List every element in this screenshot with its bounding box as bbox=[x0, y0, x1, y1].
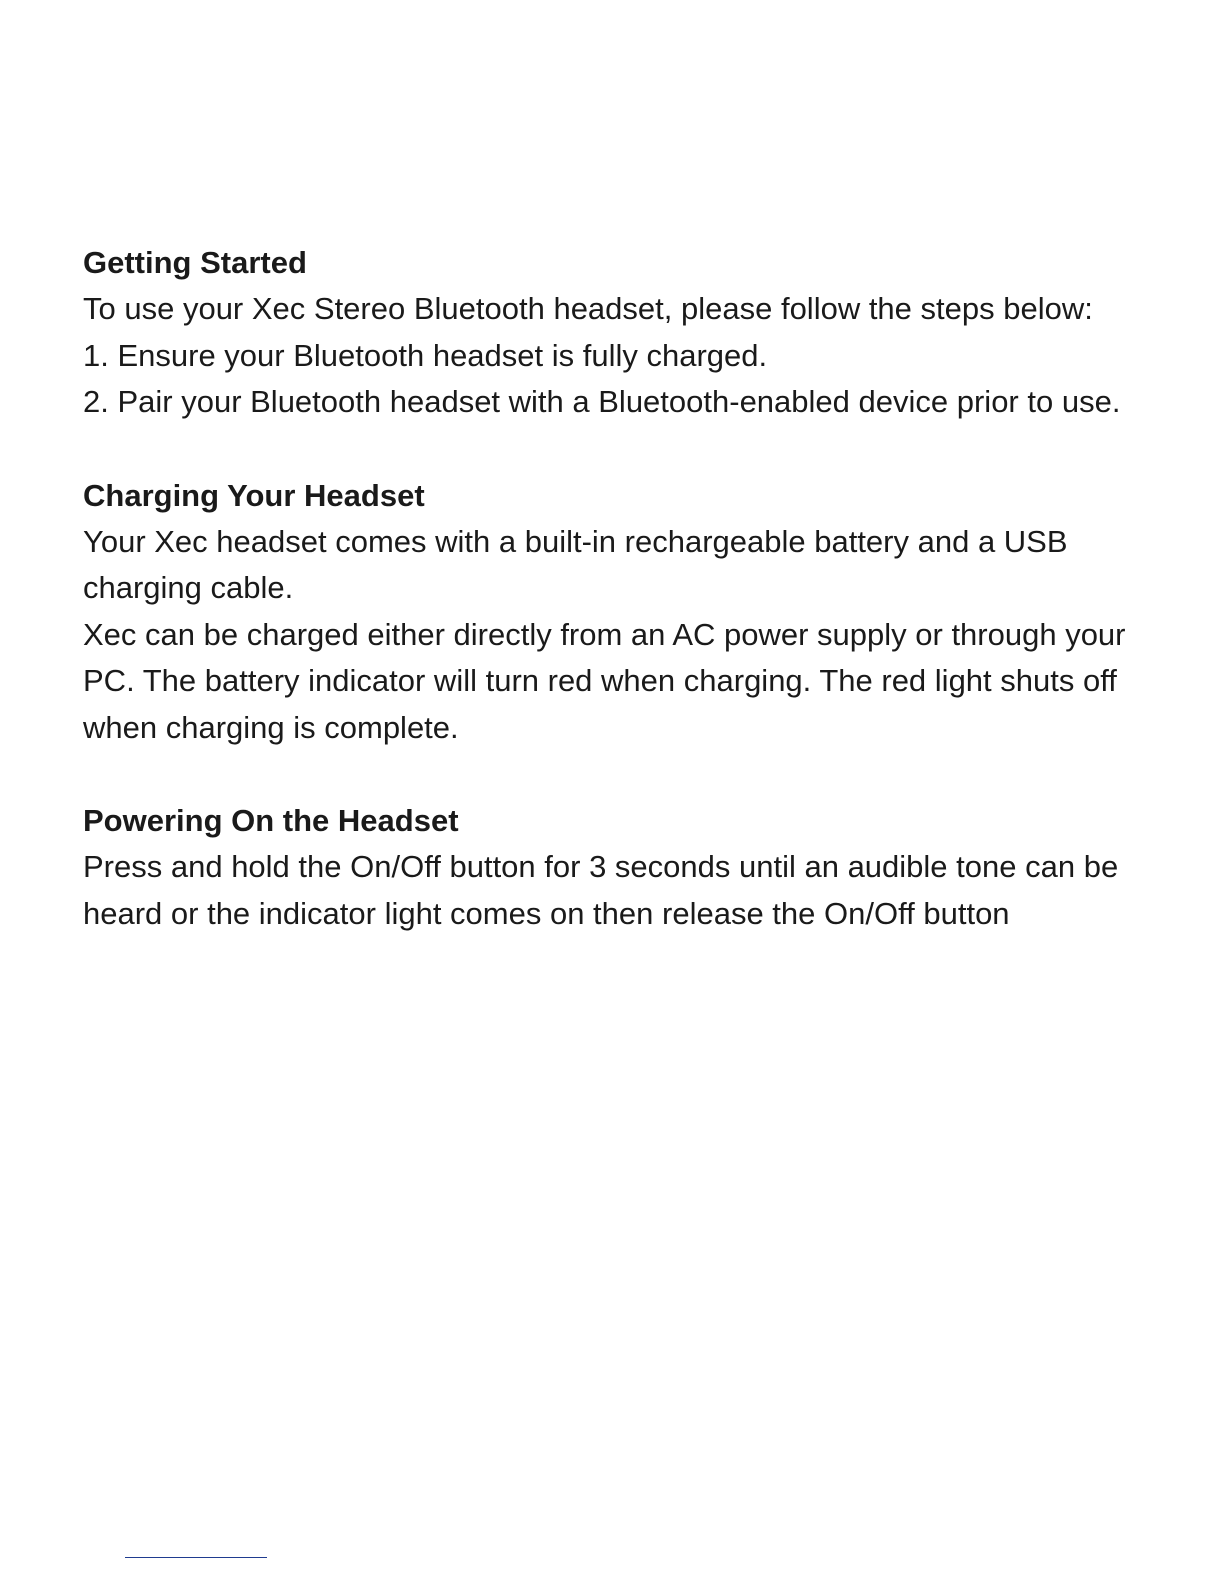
section-charging bbox=[83, 473, 1143, 751]
section-powering-on bbox=[83, 798, 1143, 937]
section-heading: Charging Your Headset bbox=[83, 477, 425, 513]
section-heading: Getting Started bbox=[83, 245, 307, 280]
step-item: 2. Pair your Bluetooth headset with a Bluetooth-enabled device prior to use. bbox=[83, 384, 1121, 420]
footer-rule bbox=[125, 1557, 267, 1558]
paragraph: To use your Xec Stereo Bluetooth headset, please follow the steps below: bbox=[83, 291, 1093, 327]
section-heading: Powering On the Headset bbox=[83, 803, 459, 839]
section-getting-started bbox=[83, 240, 1143, 426]
step-item: 1. Ensure your Bluetooth headset is fully charged. bbox=[83, 337, 768, 373]
document-body bbox=[83, 240, 1143, 984]
paragraph: Xec can be charged either directly from an AC power supply or through your PC. The battery indicator will turn red when charging. The red light shuts off when charging is complete. bbox=[83, 616, 1126, 745]
paragraph: Your Xec headset comes with a built-in rechargeable battery and a USB charging cable. bbox=[83, 524, 1068, 606]
paragraph: Press and hold the On/Off button for 3 seconds until an audible tone can be heard or the indicator light comes on then release the On/Off button bbox=[83, 849, 1119, 931]
